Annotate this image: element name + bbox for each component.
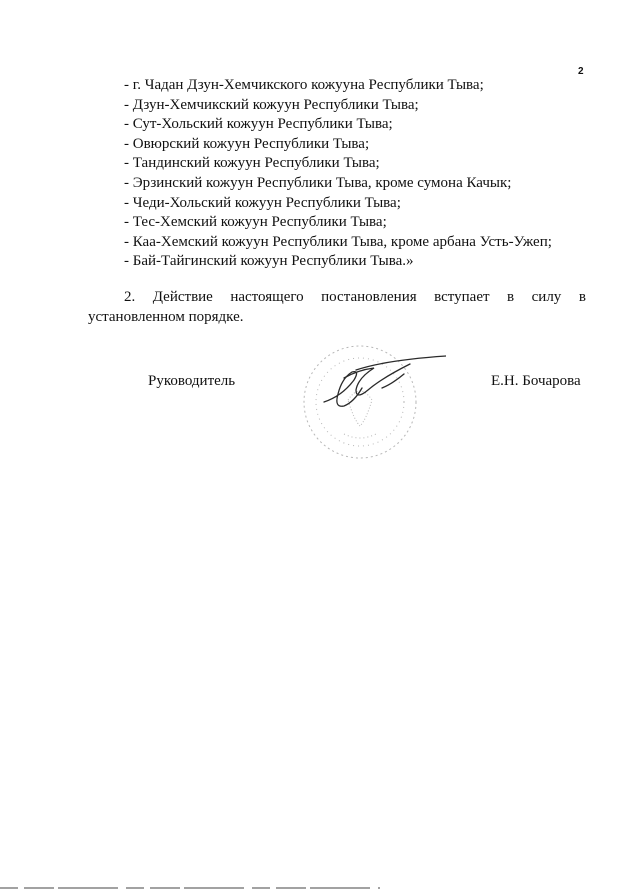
paragraph-word: силу (531, 289, 562, 305)
signatory-name: Е.Н. Бочарова (491, 373, 581, 389)
paragraph-word: настоящего (230, 289, 304, 305)
list-item: - Тандинский кожуун Республики Тыва; (124, 155, 380, 172)
paragraph-word: постановления (321, 289, 417, 305)
seal-stamp (304, 346, 416, 458)
bottom-scan-rule (0, 886, 380, 890)
paragraph-word: в (507, 289, 515, 305)
list-item: - Эрзинский кожуун Республики Тыва, кроме сумона Качык; (124, 174, 512, 191)
paragraph-line-2: установленном порядке. (88, 308, 244, 325)
seal-and-signature (286, 330, 446, 460)
list-item: - Чеди-Хольский кожуун Республики Тыва; (124, 194, 401, 211)
signatory-title: Руководитель (148, 373, 236, 389)
list-item: - Дзун-Хемчикский кожуун Республики Тыва; (124, 96, 419, 113)
effective-date-paragraph (88, 288, 586, 327)
list-item: - Каа-Хемский кожуун Республики Тыва, кроме арбана Усть-Ужеп; (124, 233, 552, 250)
list-item: - Бай-Тайгинский кожуун Республики Тыва.» (124, 253, 414, 270)
paragraph-word: в (578, 289, 586, 305)
territory-list (124, 76, 552, 272)
paragraph-word: 2. (124, 289, 136, 305)
list-item: - Тес-Хемский кожуун Республики Тыва; (124, 214, 387, 231)
paragraph-line-1 (88, 288, 586, 308)
paragraph-word: вступает (434, 289, 490, 305)
paragraph-word: Действие (152, 289, 213, 305)
list-item: - г. Чадан Дзун-Хемчикского кожууна Республики Тыва; (124, 77, 484, 93)
page-number: 2 (578, 66, 584, 77)
list-item: - Овюрский кожуун Республики Тыва; (124, 135, 370, 152)
handwritten-signature (324, 356, 446, 406)
list-item: - Сут-Хольский кожуун Республики Тыва; (124, 116, 393, 133)
